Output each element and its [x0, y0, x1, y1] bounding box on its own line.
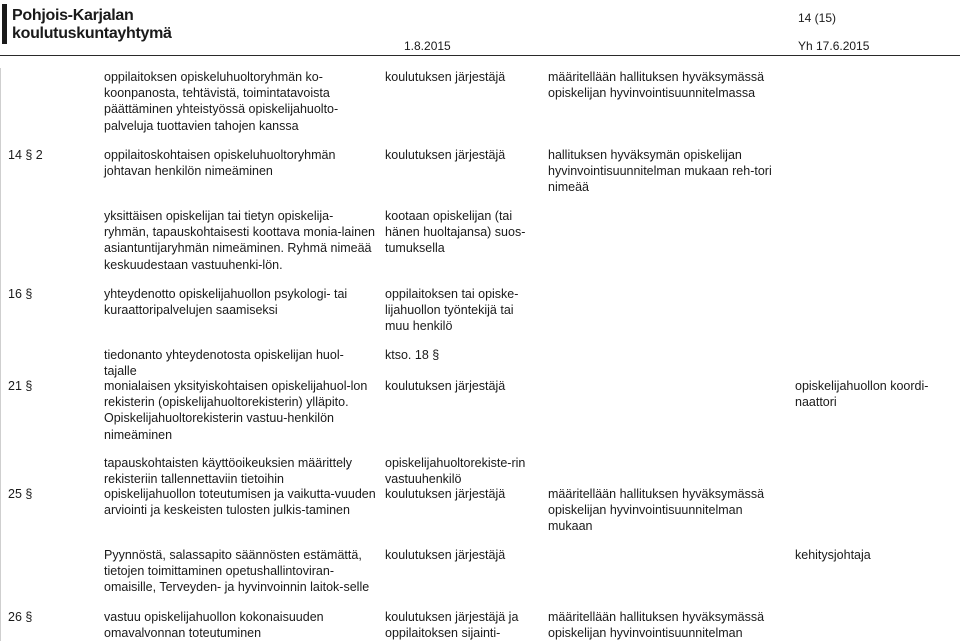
row-7-task: tapauskohtaisten käyttöoikeuksien määrittely rekisteriin tallennettaviin tietoihin — [104, 456, 353, 487]
logo-bar — [2, 4, 7, 44]
row-6-task: monialaisen yksityiskohtaisen opiskelijahuol-lon rekisterin (opiskelijahuoltorekisterin) ylläpito. Opiskelijahuoltorekisterin vastuu-henkilön nimeäminen — [104, 379, 368, 442]
row-5-task: tiedonanto yhteydenotosta opiskelijan huol-tajalle — [104, 348, 344, 379]
left-margin-line — [0, 68, 1, 641]
row-2-task: oppilaitoskohtaisen opiskeluhuoltoryhmän johtavan henkilön nimeäminen — [104, 148, 336, 179]
row-1-note: määritellään hallituksen hyväksymässä opiskelijan hyvinvointisuunnitelmassa — [548, 70, 765, 101]
row-1-task: oppilaitoksen opiskeluhuoltoryhmän ko-koonpanosta, tehtävistä, toimintatavoista päättäminen yhteistyössä opiskelijahuolto-palveluja tuottavien tahojen kanssa — [104, 70, 339, 133]
row-6-contact: opiskelijahuollon koordi-naattori — [795, 379, 929, 410]
row-4-task: yhteydenotto opiskelijahuollon psykologi- tai kuraattoripalvelujen saamiseksi — [104, 287, 348, 318]
row-10-task: vastuu opiskelijahuollon kokonaisuuden omavalvonnan toteutuminen — [104, 610, 324, 641]
row-4-responsible: oppilaitoksen tai opiske-lijahuollon työntekijä tai muu henkilö — [385, 287, 519, 334]
organization-logo — [2, 2, 182, 48]
row-9-contact: kehitysjohtaja — [795, 548, 871, 562]
row-10-note: määritellään hallituksen hyväksymässä opiskelijan hyvinvointisuunnitelman — [548, 610, 765, 641]
row-2-section: 14 § 2 — [8, 148, 43, 162]
row-2-responsible: koulutuksen järjestäjä — [385, 148, 506, 162]
date-left: 1.8.2015 — [404, 39, 451, 53]
row-4-section: 16 § — [8, 287, 33, 301]
row-10-section: 26 § — [8, 610, 33, 624]
row-8-note: määritellään hallituksen hyväksymässä opiskelijan hyvinvointisuunnitelman mukaan — [548, 487, 765, 534]
page-number: 14 (15) — [798, 11, 837, 25]
row-8-responsible: koulutuksen järjestäjä — [385, 487, 506, 501]
header-divider — [0, 55, 960, 56]
row-8-task: opiskelijahuollon toteutumisen ja vaikutta-vuuden arviointi ja keskeisten tulosten julkis-taminen — [104, 487, 376, 518]
row-10-responsible: koulutuksen järjestäjä ja oppilaitoksen sijainti- — [385, 610, 519, 641]
row-6-section: 21 § — [8, 379, 33, 393]
row-5-responsible: ktso. 18 § — [385, 348, 440, 362]
row-1-responsible: koulutuksen järjestäjä — [385, 70, 506, 84]
logo-line-2: koulutuskuntayhtymä — [12, 25, 172, 42]
logo-line-1: Pohjois-Karjalan — [12, 7, 134, 24]
row-8-section: 25 § — [8, 487, 33, 501]
date-right: Yh 17.6.2015 — [798, 39, 870, 53]
row-7-responsible: opiskelijahuoltorekiste-rin vastuuhenkilö — [385, 456, 526, 487]
row-9-task: Pyynnöstä, salassapito säännösten estämättä, tietojen toimittaminen opetushallintoviran-omaisille, Terveyden- ja hyvinvoinnin laitok-selle — [104, 548, 370, 595]
row-2-note: hallituksen hyväksymän opiskelijan hyvinvointisuunnitelman mukaan reh-tori nimeää — [548, 148, 772, 195]
row-6-responsible: koulutuksen järjestäjä — [385, 379, 506, 393]
row-3-task: yksittäisen opiskelijan tai tietyn opiskelija-ryhmän, tapauskohtaisesti koottava monia-lainen asiantuntijaryhmän nimeäminen. Ryhmä nimeää keskuudestaan vastuuhenki-lön. — [104, 209, 375, 272]
row-9-responsible: koulutuksen järjestäjä — [385, 548, 506, 562]
row-3-responsible: kootaan opiskelijan (tai hänen huoltajansa) suos-tumuksella — [385, 209, 526, 256]
